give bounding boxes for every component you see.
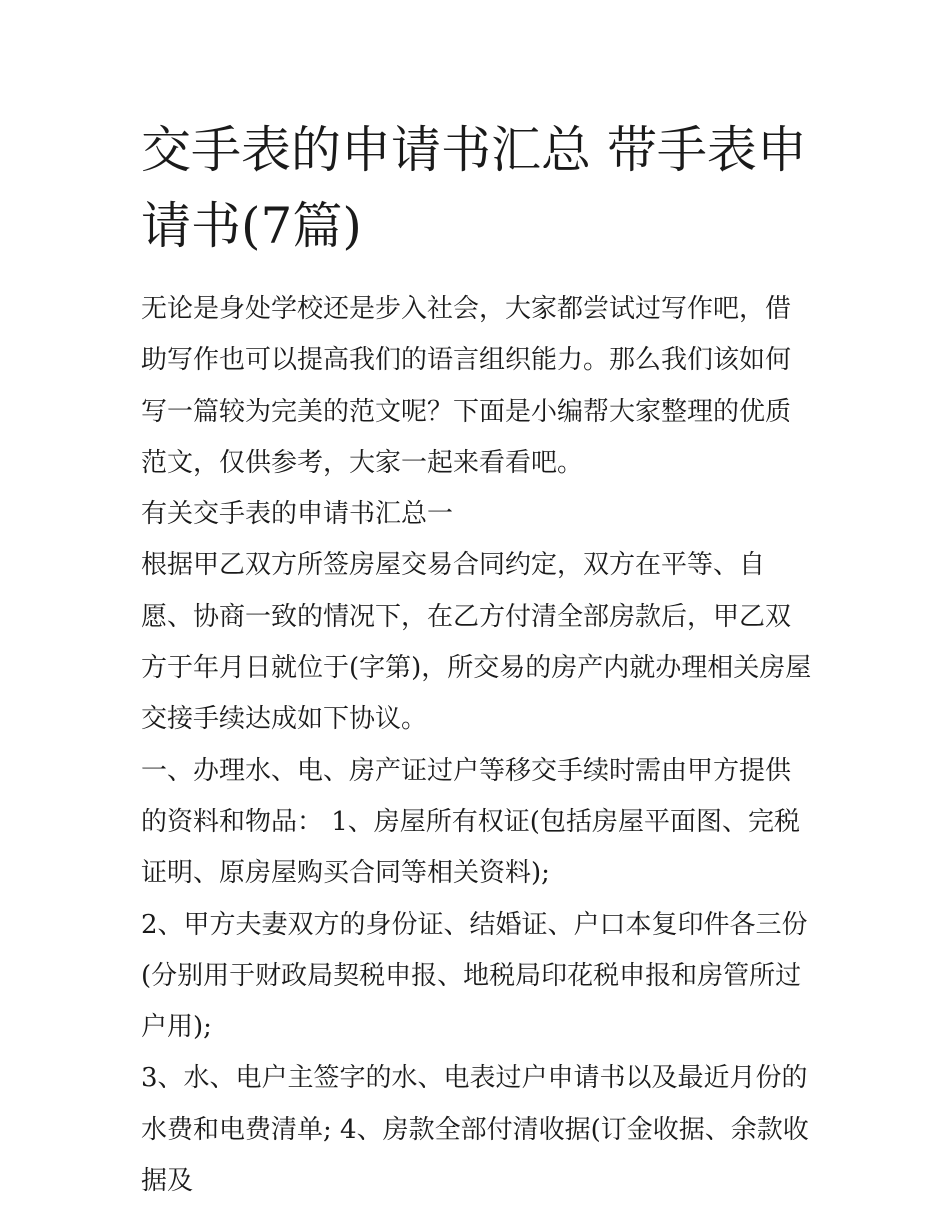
paragraph-item-2: 2、甲方夫妻双方的身份证、结婚证、户口本复印件各三份(分别用于财政局契税申报、地税局印花税申报和房管所过户用); xyxy=(141,909,808,1043)
section-heading-1: 有关交手表的申请书汇总一 xyxy=(141,499,454,530)
paragraph-item-3-4: 3、水、电户主签字的水、电表过户申请书以及最近月份的水费和电费清单; 4、房款全部付清收据(订金收据、余款收据及 xyxy=(141,1063,809,1197)
document-title: 交手表的申请书汇总 带手表申请书(7篇) xyxy=(141,121,807,255)
document-page xyxy=(141,112,813,1207)
paragraph-agreement: 根据甲乙双方所签房屋交易合同约定，双方在平等、自愿、协商一致的情况下，在乙方付清全部房款后，甲乙双方于年月日就位于(字第)，所交易的房产内就办理相关房屋交接手续达成如下协议。 xyxy=(141,550,812,735)
paragraph-intro: 无论是身处学校还是步入社会，大家都尝试过写作吧，借助写作也可以提高我们的语言组织能力。那么我们该如何写一篇较为完美的范文呢？下面是小编帮大家整理的优质范文，仅供参考，大家一起来看看吧。 xyxy=(141,294,792,478)
paragraph-item-1: 一、办理水、电、房产证过户等移交手续时需由甲方提供的资料和物品： 1、房屋所有权证(包括房屋平面图、完税证明、原房屋购买合同等相关资料); xyxy=(141,755,800,889)
document-body xyxy=(141,284,813,1207)
